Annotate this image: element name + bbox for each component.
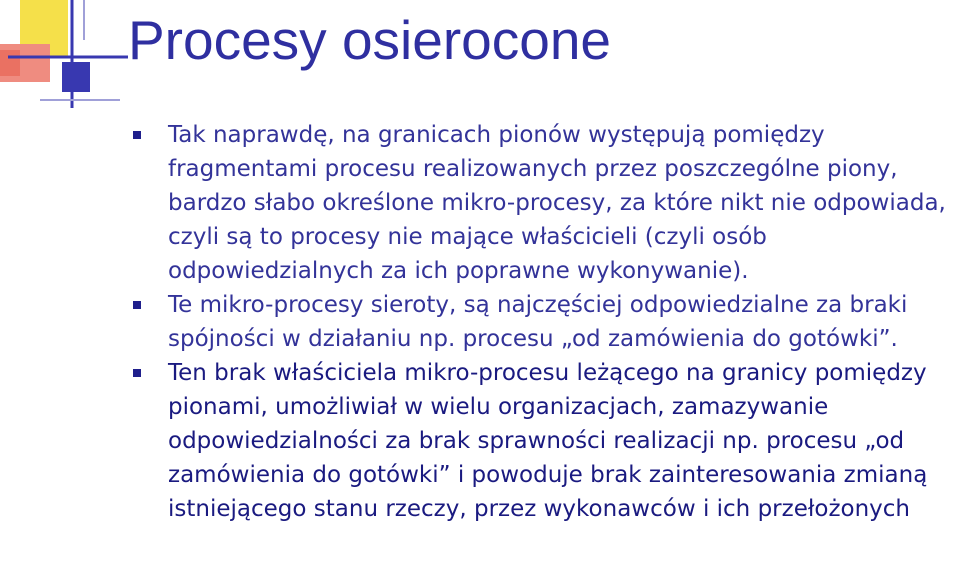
bullet-text: Ten brak właściciela mikro-procesu leżącego na granicy pomiędzy pionami, umożliwiał w wielu organizacjach, zamazywanie odpowiedzialności za brak sprawności realizacji np. procesu „od zamówienia do gotówki” i powoduje brak zainteresowania zmianą istniejącego stanu rzeczy, przez wykonawców i ich przełożonych (168, 360, 928, 522)
bullet-item (130, 118, 960, 288)
bullet-marker-icon (133, 301, 141, 309)
bullet-marker-icon (133, 131, 141, 139)
bullet-text: Tak naprawdę, na granicach pionów występują pomiędzy fragmentami procesu realizowanych przez poszczególne piony, bardzo słabo określone mikro-procesy, za które nikt nie odpowiada, czyli są to procesy nie mające właścicieli (czyli osób odpowiedzialnych za ich poprawne wykonywanie). (168, 122, 946, 284)
slide-title: Procesy osierocone (128, 9, 612, 71)
decorative-corner-graphic (0, 0, 130, 110)
bullet-text: Te mikro-procesy sieroty, są najczęściej odpowiedzialne za braki spójności w działaniu np. procesu „od zamówienia do gotówki”. (168, 292, 908, 352)
bullet-list (130, 118, 960, 526)
bullet-item (130, 356, 960, 526)
bullet-item (130, 288, 960, 356)
bullet-marker-icon (133, 369, 141, 377)
